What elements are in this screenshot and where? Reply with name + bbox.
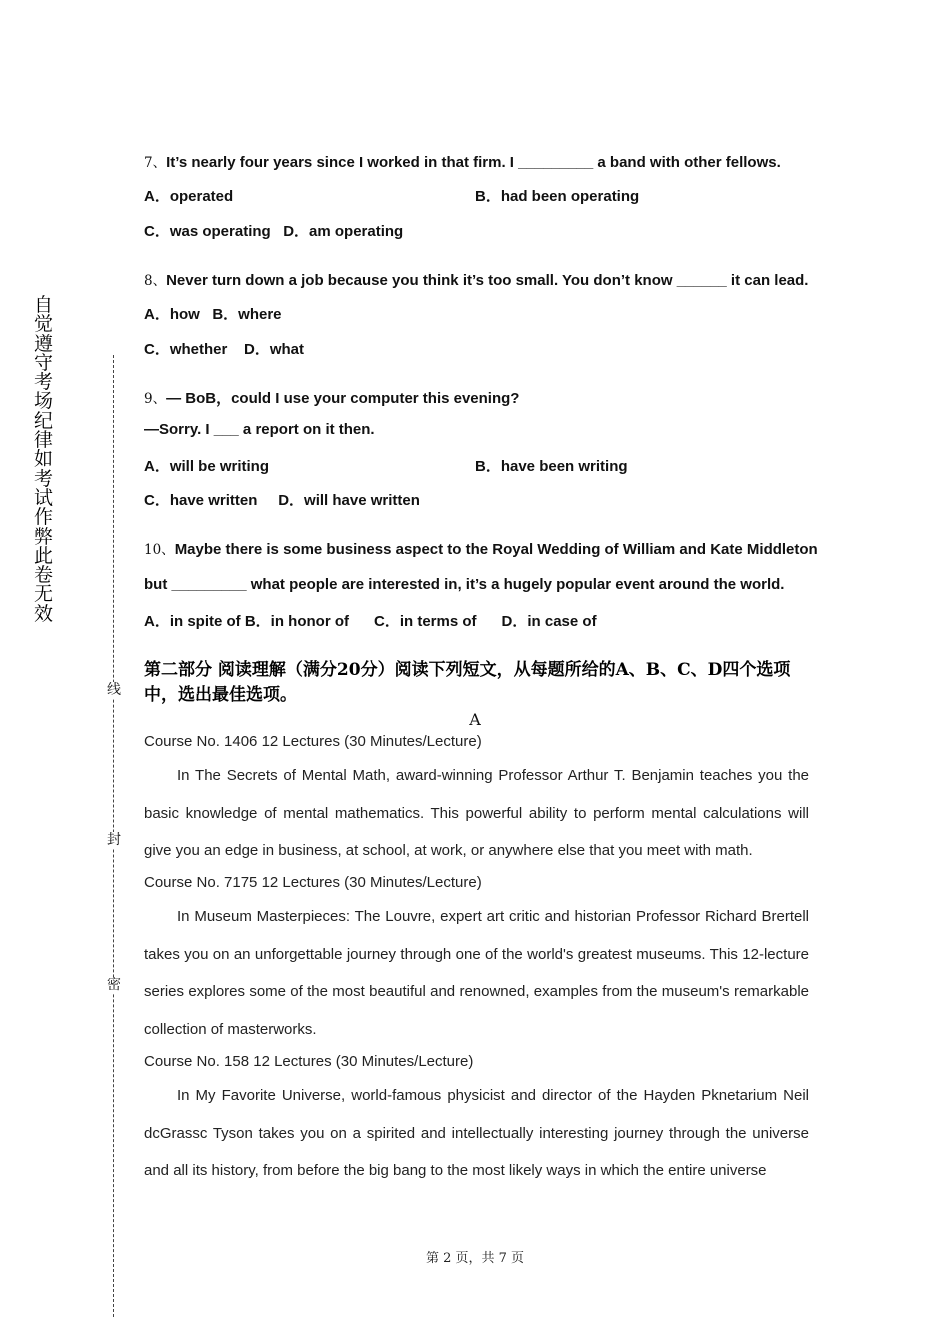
- q8-option-b[interactable]: B．where: [212, 306, 282, 323]
- q8-option-a[interactable]: A．how: [144, 306, 200, 323]
- q10-option-d[interactable]: D．in case of: [501, 613, 597, 630]
- question-8-number: 8、: [144, 273, 167, 289]
- q8-options-ab: [144, 303, 282, 324]
- question-10-text: Maybe there is some business aspect to the Royal Wedding of William and Kate Middleton: [174, 541, 818, 558]
- section-2-heading: 第二部分 阅读理解（满分20分）阅读下列短文，从每题所给的A、B、C、D四个选项中，选出最佳选项。: [144, 660, 791, 705]
- q10-options: [144, 610, 597, 631]
- q9-options-cd: [144, 489, 420, 510]
- question-9-number: 9、: [144, 391, 167, 407]
- q7-option-c[interactable]: C．was operating: [144, 223, 271, 240]
- q8-option-d[interactable]: D．what: [244, 341, 305, 358]
- binding-margin-notice: 自觉遵守考场纪律如考试作弊此卷无效: [34, 294, 54, 625]
- course-3-body: In My Favorite Universe, world-famous physicist and director of the Hayden Pknetarium Neil dcGrassc Tyson takes you on a spirited and intellectually interesting journey through the universe and all its history, from before the big bang to the most likely ways in which the entire universe: [144, 1087, 809, 1179]
- q7-option-b[interactable]: B．had been operating: [475, 188, 640, 205]
- course-1-header: Course No. 1406 12 Lectures (30 Minutes/Lecture): [144, 733, 482, 750]
- q7-options-cd: [144, 220, 403, 241]
- question-7-number: 7、: [144, 155, 167, 171]
- question-9-text-line2: —Sorry. I ___ a report on it then.: [144, 421, 375, 438]
- q7-option-a[interactable]: A．operated: [144, 188, 234, 205]
- question-10-text-line2: but _________ what people are interested in, it’s a hugely popular event around the world.: [144, 576, 785, 593]
- seal-mark-secret: 密: [107, 977, 121, 993]
- q10-option-b[interactable]: B．in honor of: [244, 613, 349, 630]
- q10-option-c[interactable]: C．in terms of: [374, 613, 477, 630]
- course-3-header: Course No. 158 12 Lectures (30 Minutes/Lecture): [144, 1053, 474, 1070]
- passage-letter: A: [469, 710, 481, 729]
- q9-option-c[interactable]: C．have written: [144, 492, 258, 509]
- course-2-body: In Museum Masterpieces: The Louvre, expert art critic and historian Professor Richard Brertell takes you on an unforgettable journey through one of the world's greatest museums. This 12-lecture series explores some of the most beautiful and renowned, examples from the museum's remarkable collection of masterworks.: [144, 908, 809, 1038]
- page-footer: 第 2 页，共 7 页: [425, 1251, 525, 1266]
- course-2-header: Course No. 7175 12 Lectures (30 Minutes/Lecture): [144, 874, 482, 891]
- q7-option-d[interactable]: D．am operating: [283, 223, 404, 240]
- question-9-text: — BoB，could I use your computer this evening?: [166, 390, 520, 407]
- question-7: [144, 151, 781, 171]
- q8-option-c[interactable]: C．whether: [144, 341, 228, 358]
- question-10: [144, 538, 818, 558]
- course-1-body: In The Secrets of Mental Math, award-winning Professor Arthur T. Benjamin teaches you the basic knowledge of mental mathematics. This powerful ability to perform mental calculations will give you an edge in business, at school, at work, or anywhere else that you meet with math.: [144, 767, 809, 859]
- q9-option-a[interactable]: A．will be writing: [144, 458, 270, 475]
- q9-option-b[interactable]: B．have been writing: [475, 458, 628, 475]
- seal-mark-seal: 封: [107, 832, 121, 848]
- question-9: [144, 387, 519, 408]
- q8-options-cd: [144, 338, 304, 359]
- q10-option-a[interactable]: A．in spite of: [144, 613, 241, 630]
- question-7-text: It’s nearly four years since I worked in that firm. I _________ a band with other fellows.: [166, 154, 781, 171]
- question-8-text: Never turn down a job because you think it’s too small. You don’t know ______ it can lead.: [166, 272, 809, 289]
- question-10-number: 10、: [144, 542, 175, 558]
- seal-mark-line: 线: [107, 682, 121, 698]
- q9-option-d[interactable]: D．will have written: [278, 492, 420, 509]
- question-8: [144, 269, 808, 289]
